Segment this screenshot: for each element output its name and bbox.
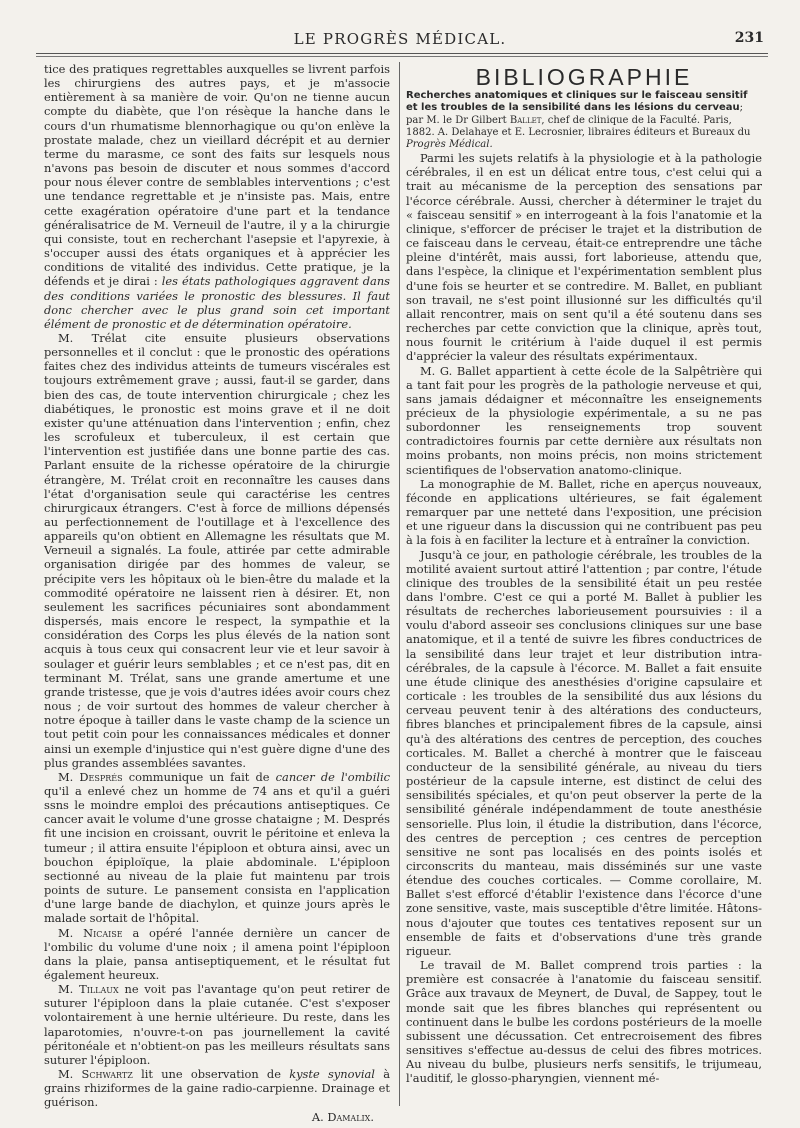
author-schwartz: Schwartz: [81, 1067, 133, 1082]
review-paragraph: Jusqu'à ce jour, en pathologie cérébrale, les troubles de la motilité avaient surtout attiré l'attention ; par contre, l'étude clinique des troubles de la sensibilité était un peu restée dans l'ombre. C'est ce qui a porté M. Ballet à publier les résultats de recherches laborieusement poursuivies : il a voulu d'abord asseoir ses conclusions cliniques sur une base anatomique, et il a tenté de suivre les fibres conductrices de la sensibilité dans leur trajet et leur distribution intra-cérébrales, de la capsule à l'écorce. M. Ballet a fait ensuite une étude clinique des anesthésies d'origine capsulaire et corticale : les troubles de la sensibilité dus aux lésions du cerveau peuvent tenir à des altérations des conducteurs, fibres blanches et principalement fibres de la capsule, ainsi qu'à des altérations des centres de perception, des couches corticales. M. Ballet a cherché à montrer que le faisceau conducteur de la sensibilité générale, au niveau du tiers postérieur de la capsule interne, est distinct de celui des sensibilités spéciales, et qu'on peut observer la perte de la sensibilité générale indépendamment de toute anesthésie sensorielle. Plus loin, il étudie la distribution, dans l'écorce, des centres de perception ; ces centres de perception sensitive ne sont pas localisés en des points isolés et circonscrits du manteau, mais disséminés sur une vaste étendue des couches corticales. — Comme corollaire, M. Ballet s'est efforcé d'établir l'existence dans l'écorce d'une zone sensitive, vaste, mais susceptible d'être limitée. Hâtons-nous d'ajouter que toutes ces tentatives reposent sur un ensemble de faits et d'observations d'une très grande rigueur.: [406, 547, 762, 958]
reference-author: Ballet: [509, 114, 542, 126]
header-rule: [36, 53, 768, 57]
review-paragraph: M. G. Ballet appartient à cette école de la Salpêtrière qui a tant fait pour les progrès de la pathologie nerveuse et qui, sans jamais dédaigner et méconnaître les enseignements précieux de la physiologie expérimentale, a su ne pas subordonner les renseignements trop souvent contradictoires fournis par cette dernière aux résultats non moins probants, non moins précis, non moins strictement scientifiques de l'observation anatomo-clinique.: [406, 363, 762, 477]
mister-prefix: M.: [58, 925, 74, 940]
reference-details: , chef de clinique de la Faculté. Paris, 1882. A. Delahaye et E. Lecrosnier, libraires éditeurs et Bureaux du: [406, 114, 751, 138]
paragraph-schwartz: [44, 1067, 390, 1109]
mister-prefix: M.: [58, 1067, 74, 1082]
page-number: 231: [734, 30, 764, 46]
paragraph-text: lit une observation de: [141, 1067, 281, 1082]
reference-details: ; par M. le Dr Gilbert: [406, 102, 744, 126]
paragraph-surgery-practice: [44, 62, 390, 331]
running-header: [0, 0, 800, 48]
review-paragraph: Le travail de M. Ballet comprend trois parties : la première est consacrée à l'anatomie du faisceau sensitif. Grâce aux travaux de Meynert, de Duval, de Sappey, tout le monde sait que les fibres blanches qui représentent ou continuent dans le bulbe les cordons postérieurs de la moelle subissent une décussation. Cet entrecroisement des fibres sensitives s'effectue au-dessus de celui des fibres motrices. Au niveau du bulbe, plusieurs nerfs sensitifs, le trijumeau, l'auditif, le glosso-pharyngien, viennent mé-: [406, 958, 762, 1086]
author-despres: Després: [79, 769, 123, 784]
paragraph-trelat: M. Trélat cite ensuite plusieurs observations personnelles et il conclut : que le pronostic des opérations faites chez des individus atteints de tumeurs viscérales est toujours extrêmement grave ; aussi, faut-il se garder, dans bien des cas, de toute intervention chirurgicale ; chez les diabétiques, le pronostic est moins grave et il ne doit exister qu'une atténuation dans l'intervention ; enfin, chez les scrofuleux et tuberculeux, il est certain que l'intervention est justifiée dans une bonne partie des cas. Parlant ensuite de la richesse opératoire de la chirurgie étrangère, M. Trélat croit en reconnaître les causes dans l'état d'organisation seule qui caractérise les centres chirurgicaux étrangers. C'est à force de millions dépensés au perfectionnement de l'outillage et à l'excellence des appareils qu'on obtient en Allemagne les résultats que M. Verneuil a signalés. La foule, attirée par cette admirable organisation dirigée par des hommes de valeur, se précipite vers les hôpitaux où le bien-être du malade et la commodité opératoire ne laissent rien à désirer. Et, non seulement les sacrifices pécuniaires sont abondamment dispersés, mais encore le respect, la sympathie et la considération des Corps les plus élevés de la nation sont acquis à tous ceux qui consacrent leur vie et leur savoir à soulager et guérir leurs semblables ; et ce n'est pas, dit en terminant M. Trélat, sans une grande amertume et une grande tristesse, que je vois d'autres idées avoir cours chez nous ; de voir surtout des hommes de valeur chercher à notre époque à tailler dans le vaste champ de la science un tout petit coin pour les connaissances médicales et donner ainsi un exemple d'injustice qui n'est guère digne d'une des plus grandes assemblées savantes.: [44, 330, 390, 770]
signature: A. Damalix.: [311, 1109, 374, 1122]
right-column: [406, 62, 762, 1122]
review-paragraph: Parmi les sujets relatifs à la physiologie et à la pathologie cérébrales, il en est un délicat entre tous, c'est celui qui a trait au mécanisme de la perception des sensations par l'écorce cérébrale. Aussi, chercher à déterminer le trajet du « faisceau sensitif » en interrogeant à la fois l'anatomie et la clinique, s'efforcer de préciser le trajet et la distribution de ce faisceau dans le cerveau, était-ce entreprendre une tâche pleine d'intérêt, mais aussi, fort laborieuse, attendu que, dans l'espèce, la clinique et l'expérimentation semblent plus d'une fois se heurter et se contredire. M. Ballet, en publiant son travail, ne s'est point illusionné sur les difficultés qu'il allait rencontrer, mais on sent qu'il a été soutenu dans ses recherches par cette conviction que la clinique, après tout, nous fournit le critérium à l'aide duquel il est permis d'apprécier la valeur des résultats expérimentaux.: [406, 151, 762, 364]
italic-emphasis: les états pathologiques aggravent dans des conditions variées le pronostic des blessures. Il faut donc chercher avec le plus grand soin cet important élément de pronostic et de détermination opératoire.: [44, 274, 390, 331]
reference-journal: Progrès Médical.: [406, 138, 493, 150]
running-title: LE PROGRÈS MÉDICAL.: [293, 30, 507, 48]
column-divider: [399, 62, 400, 1106]
left-column: [44, 62, 390, 1122]
author-nicaise: Nicaise: [83, 925, 123, 940]
paragraph-despres: [44, 770, 390, 926]
mister-prefix: M.: [58, 769, 74, 784]
author-tillaux: Tillaux: [79, 982, 119, 997]
mister-prefix: M.: [58, 982, 74, 997]
paragraph-text: communique un fait de: [128, 769, 270, 784]
italic-emphasis: kyste synovial: [289, 1067, 375, 1082]
paragraph-text: à grains rhiziformes de la gaine radio-carpienne. Drainage et guérison.: [44, 1067, 390, 1110]
paragraph-text: qu'il a enlevé chez un homme de 74 ans et qu'il a guéri ssns le moindre emploi des précautions antiseptiques. Ce cancer avait le volume d'une grosse chataigne ; M. Després fit une incision en croissant, ouvrit le péritoine et enleva la tumeur ; il attira ensuite l'épiploon et obtura ainsi, avec un bouchon épiploïque, la plaie abdominale. L'épiploon sectionné au niveau de la plaie fut maintenu par trois points de suture. Le pansement consista en l'application d'une large bande de diachylon, et quinze jours après le malade sortait de l'hôpital.: [44, 783, 390, 926]
reference-title: Recherches anatomiques et cliniques sur le faisceau sensitif et les troubles de la sensibilité dans les lésions du cerveau: [406, 90, 748, 114]
paragraph-tillaux: [44, 982, 390, 1067]
section-title: BIBLIOGRAPHIE: [475, 64, 693, 90]
paragraph-text: a opéré l'année dernière un cancer de l'ombilic du volume d'une noix ; il amena point l'épiploon dans la plaie, pansa antiseptiquement, et le résultat fut également heureux.: [44, 925, 390, 982]
paragraph-nicaise: [44, 926, 390, 983]
bibliography-reference: [406, 90, 762, 151]
review-paragraph: La monographie de M. Ballet, riche en aperçus nouveaux, féconde en applications ultérieures, se fait également remarquer par une netteté dans l'exposition, une précision et une rigueur dans la discussion qui ne contribuent pas peu à la fois à en faciliter la lecture et à entraîner la conviction.: [406, 476, 762, 548]
paragraph-text: tice des pratiques regrettables auxquelles se livrent parfois les chirurgiens des autres pays, et je m'associe entièrement à sa manière de voir. Qu'on ne tienne aucun compte du diabète, que l'on résèque la hanche dans le cours d'un rhumatisme blennorhagique ou qu'on enlève la prostate malade, chez un vieillard décrépit et au dernier terme du marasme, ce sont des faits sur lesquels nous n'avons pas besoin de discuter et nous sommes d'accord pour nous élever contre de semblables interventions ; c'est une tendance regrettable et je n'insiste pas. Mais, entre cette exagération opératoire d'une part et la tendance généralisatrice de M. Verneuil de l'autre, il y a la chirurgie qui consiste, tout en recherchant l'asepsie et l'apyrexie, à s'occuper aussi des états organiques et à apprécier les conditions de vitalité des individus. Cette pratique, je la défends et je dirai :: [44, 62, 390, 289]
italic-emphasis: cancer de l'ombilic: [275, 769, 390, 784]
paragraph-text: ne voit pas l'avantage qu'on peut retirer de suturer l'épiploon dans la plaie cutanée. C'est s'exposer volontairement à une hernie ultérieure. Du reste, dans les laparotomies, n'ouvre-t-on pas journellement la cavité péritonéale et n'obtient-on pas les meilleurs résultats sans suturer l'épiploon.: [44, 982, 390, 1067]
